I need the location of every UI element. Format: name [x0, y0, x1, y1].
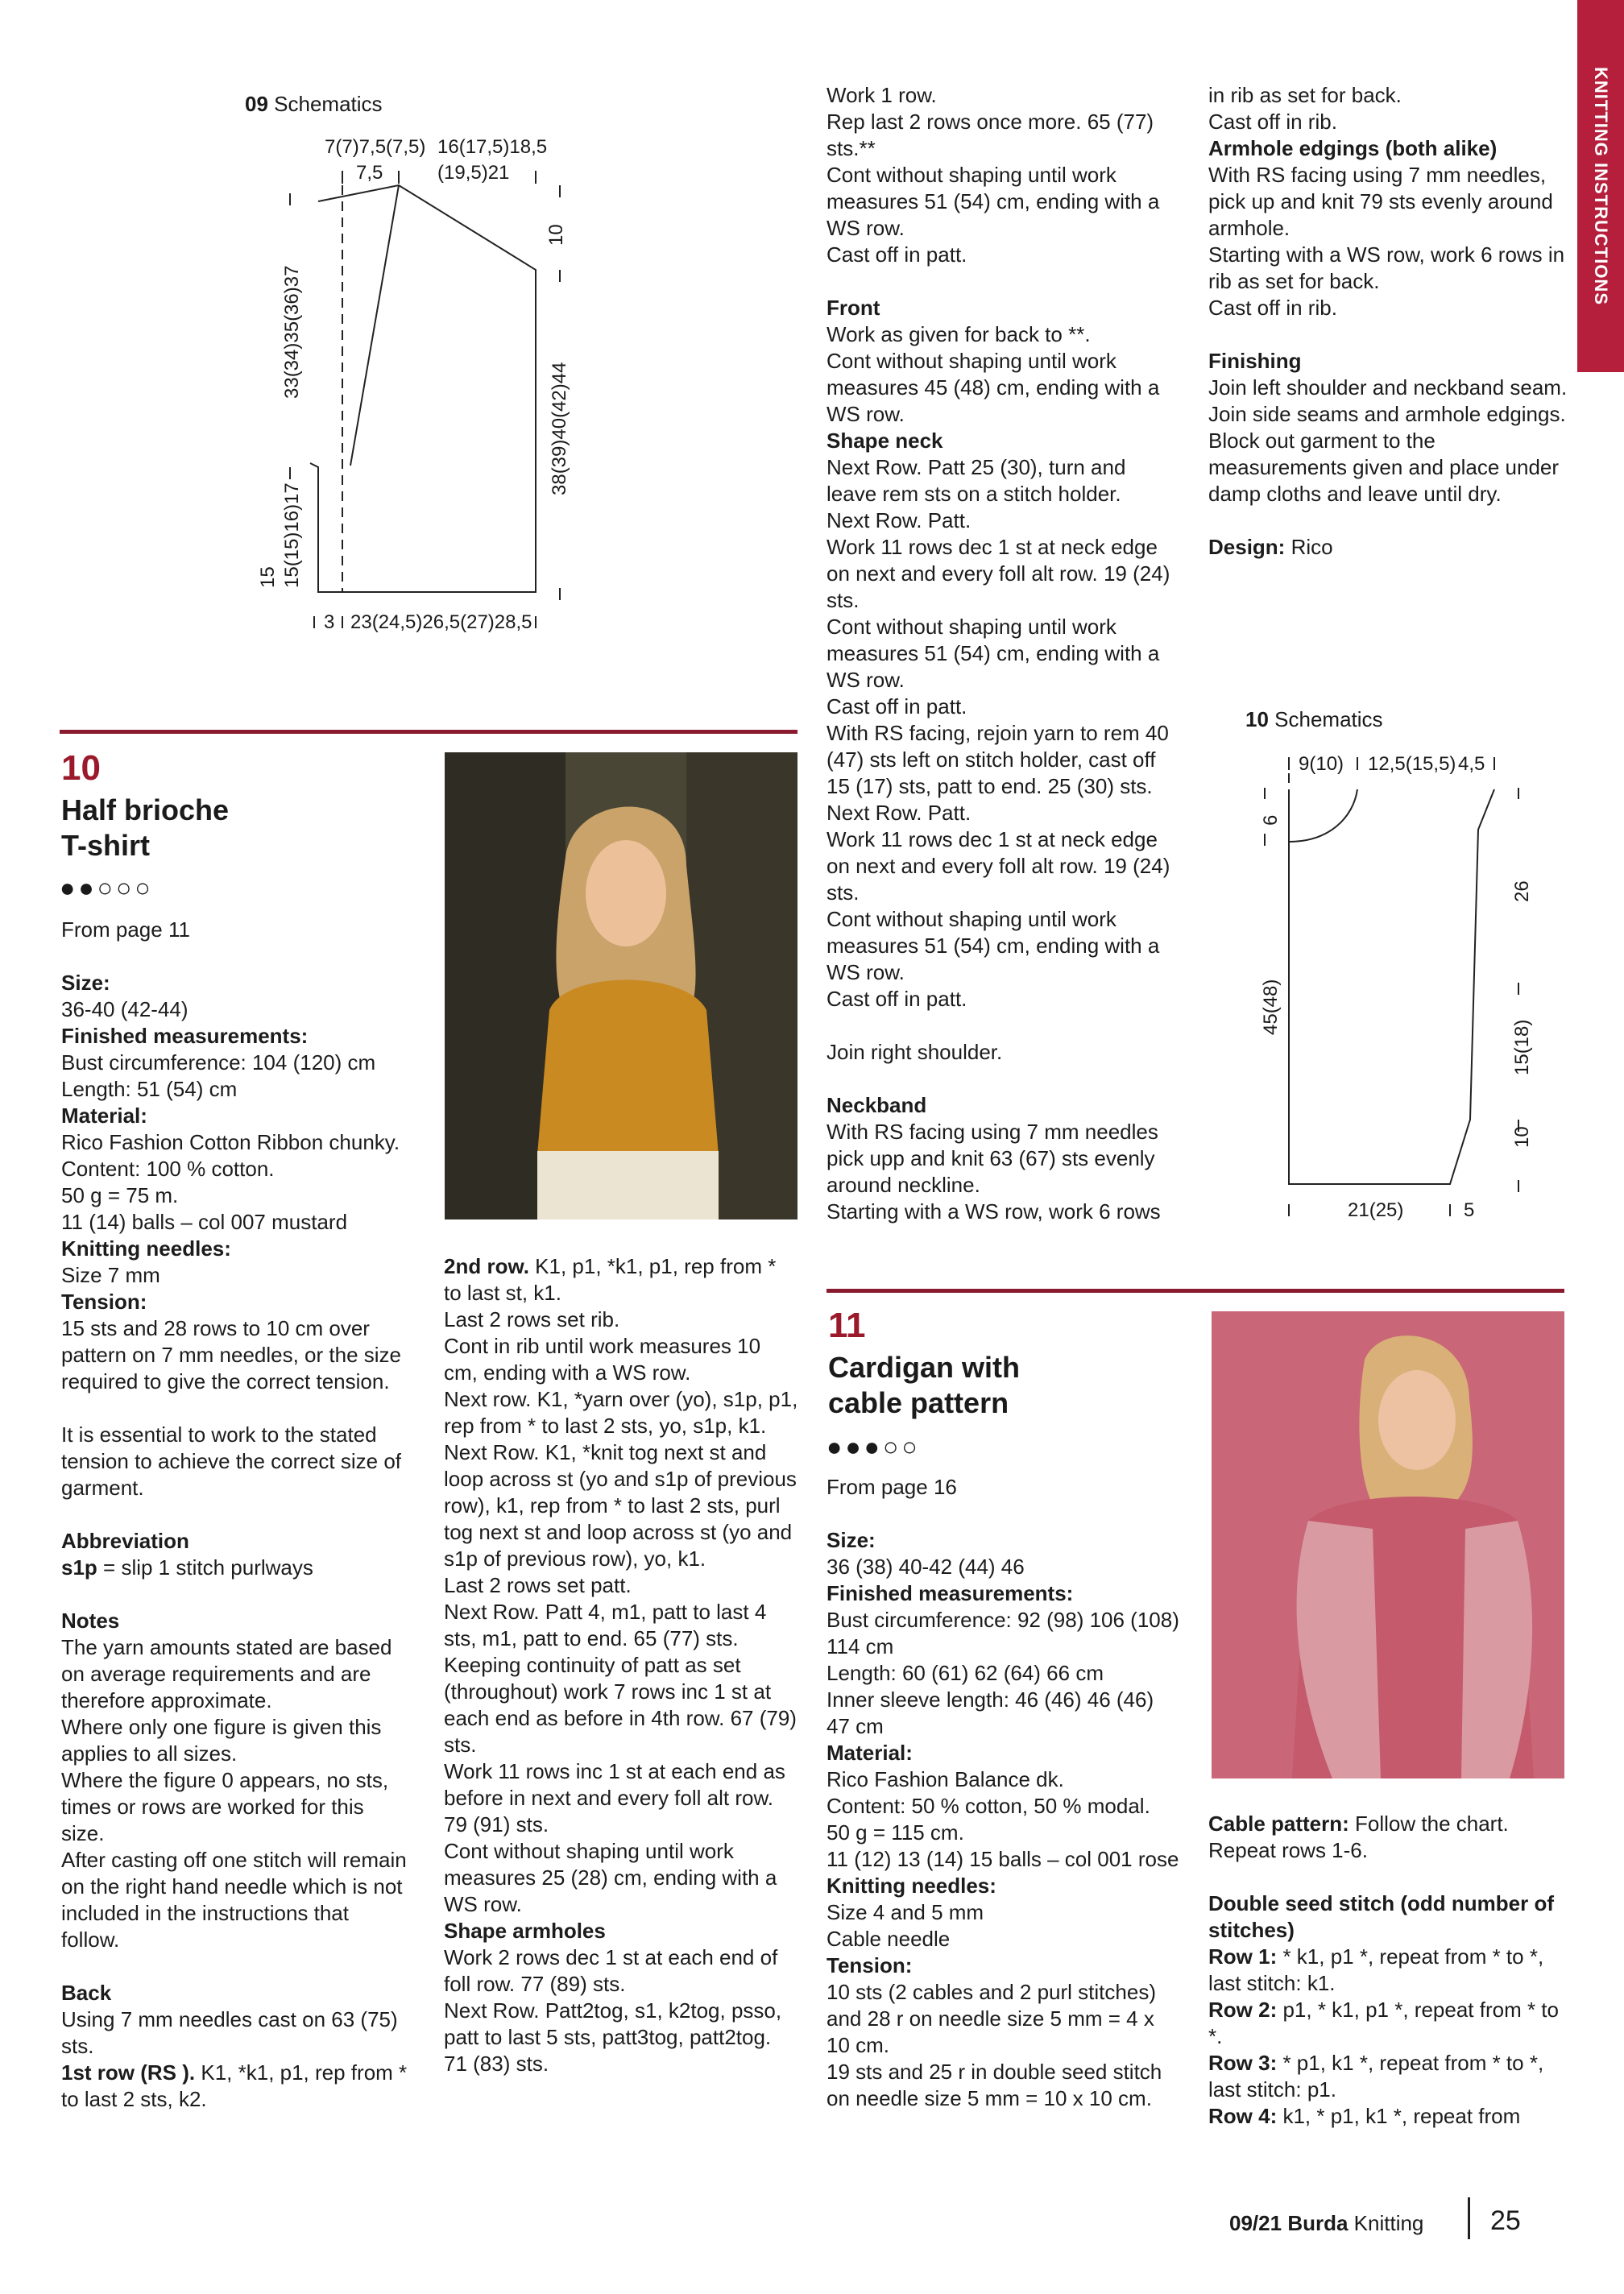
needles-value: Size 7 mm [61, 1263, 160, 1287]
col3-f7: Cast off in patt. [826, 694, 967, 718]
seed-row-2: Row 2: p1, * k1, p1 *, repeat from * to *. [1208, 1998, 1559, 2048]
col2-line-9: Cont without shaping until work measures 25 (28) cm, ending with a WS row. [444, 1839, 777, 1916]
seed-row-3: Row 3: * p1, k1 *, repeat from * to *, last stitch: p1. [1208, 2051, 1544, 2101]
col2-line-7: Keeping continuity of patt as set (throughout) work 7 rows inc 1 st at each end as before in 4th row. 67 (79) sts. [444, 1653, 797, 1757]
schem09-right-bottom: 38(39)40(42)44 [549, 362, 570, 495]
measurements-heading: Finished measurements: [61, 1024, 309, 1048]
abbreviation-value: s1p = slip 1 stitch purlways [61, 1555, 313, 1580]
col3-f9: Next Row. Patt. [826, 801, 972, 825]
notes-2: Where only one figure is given this applies to all sizes. [61, 1715, 382, 1766]
col3-f3: Next Row. Patt 25 (30), turn and leave rem sts on a stitch holder. [826, 455, 1126, 506]
schematic-word: Schematics [274, 92, 383, 116]
back-heading: Back [61, 1981, 112, 2005]
schematic-10-outline [1289, 789, 1494, 1184]
armholes-heading: Shape armholes [444, 1919, 606, 1943]
schem09-top-right2: (19,5)21 [437, 162, 510, 184]
material-weight: 50 g = 75 m. [61, 1183, 179, 1207]
pattern-11-difficulty: ●●●○○ [826, 1432, 921, 1461]
col2-line-10: Work 2 rows dec 1 st at each end of foll row. 77 (89) sts. [444, 1945, 778, 1996]
pattern-11-title-2: cable pattern [828, 1386, 1009, 1419]
schem10-right2: 15(18) [1511, 1019, 1533, 1075]
col3-a4: Cast off in patt. [826, 242, 967, 267]
material-balls: 11 (14) balls – col 007 mustard [61, 1210, 348, 1234]
pattern-10-number: 10 [61, 748, 101, 788]
notes-4: After casting off one stitch will remain on the right hand needle which is not included in the instructions that follow. [61, 1848, 407, 1952]
abbreviation-heading: Abbreviation [61, 1529, 189, 1553]
schem09-bottom-left: 3 [324, 611, 335, 633]
p11-size-heading: Size: [826, 1528, 876, 1552]
p11-needles-2: Cable needle [826, 1927, 951, 1951]
schem09-top-left: 7(7)7,5(7,5) [325, 136, 426, 158]
schem10-top3: 4,5 [1458, 753, 1485, 775]
tension-heading: Tension: [61, 1290, 147, 1314]
col3-f11: Cont without shaping until work measures 51 (54) cm, ending with a WS row. [826, 907, 1160, 984]
schem10-left2: 45(48) [1260, 979, 1282, 1035]
col4-c3: With RS facing using 7 mm needles, pick up and knit 79 sts evenly around armhole. [1208, 163, 1553, 240]
from-page: From page 11 [61, 917, 190, 942]
size-value: 36-40 (42-44) [61, 997, 188, 1021]
bust-value: Bust circumference: 104 (120) cm [61, 1050, 376, 1075]
material-heading: Material: [61, 1104, 147, 1128]
p11-material-weight: 50 g = 115 cm. [826, 1820, 964, 1845]
notes-1: The yarn amounts stated are based on average requirements and are therefore approximate. [61, 1635, 392, 1712]
schematic-number: 10 [1245, 707, 1269, 731]
col3-f1: Work as given for back to **. [826, 322, 1091, 346]
pattern-11-stitches [1208, 1811, 1571, 2130]
p11-material-content: Content: 50 % cotton, 50 % modal. [826, 1794, 1150, 1818]
pattern-11-number: 11 [828, 1306, 866, 1345]
col3-f13: Join right shoulder. [826, 1040, 1003, 1064]
neckband-heading: Neckband [826, 1093, 927, 1117]
col3-f8: With RS facing, rejoin yarn to rem 40 (47) sts left on stitch holder, cast off 15 (17) sts, patt to end. 25 (30) sts. [826, 721, 1169, 798]
schematic-number: 09 [245, 92, 268, 116]
finishing-heading: Finishing [1208, 349, 1302, 373]
page-number: 25 [1490, 2205, 1521, 2236]
col2-line-3: Next row. K1, *yarn over (yo), s1p, p1, rep from * to last 2 sts, yo, s1p, k1. [444, 1387, 798, 1438]
schem10-bottom2: 5 [1464, 1199, 1475, 1221]
col3-nb1: With RS facing using 7 mm needles pick upp and knit 63 (67) sts evenly around neckline. [826, 1120, 1158, 1197]
schem09-top-right: 16(17,5)18,5 [437, 136, 548, 158]
col4-c1: in rib as set for back. [1208, 83, 1402, 107]
p11-material-heading: Material: [826, 1741, 913, 1765]
schem10-left1: 6 [1260, 814, 1282, 826]
col3-a1: Work 1 row. [826, 83, 937, 107]
pattern-10-finishing [1208, 82, 1571, 561]
col2-line-8: Work 11 rows inc 1 st at each end as before in next and every foll alt row. 79 (91) sts. [444, 1759, 785, 1836]
footer-publication [1229, 2211, 1423, 2236]
schem10-top1: 9(10) [1299, 753, 1344, 775]
notes-3: Where the figure 0 appears, no sts, times or rows are worked for this size. [61, 1768, 389, 1845]
p11-from-page: From page 16 [826, 1475, 957, 1499]
schematic-09-diagram [242, 129, 570, 644]
schem10-right1: 26 [1511, 880, 1533, 902]
col2-line-6: Next Row. Patt 4, m1, patt to last 4 sts, m1, patt to end. 65 (77) sts. [444, 1600, 767, 1650]
seed-row-1: Row 1: * k1, p1 *, repeat from * to *, last stitch: k1. [1208, 1944, 1544, 1995]
schematic-10-title [1245, 707, 1383, 732]
neck-heading: Shape neck [826, 429, 943, 453]
pattern-11-photo [1212, 1311, 1564, 1778]
pattern-10-info [61, 917, 408, 2113]
p11-material-balls: 11 (12) 13 (14) 15 balls – col 001 rose [826, 1847, 1179, 1871]
schem09-left-bottom2: 15 [257, 566, 279, 588]
schematic-word: Schematics [1274, 707, 1383, 731]
schem09-bottom-mid: 23(24,5)26,5(27)28,5 [350, 611, 532, 633]
col2-line-4: Next Row. K1, *knit tog next st and loop across st (yo and s1p of previous row), k1, rep from * to last 2 sts, purl tog next st and loop across st (yo and s1p of previous row), yo, k1. [444, 1440, 797, 1571]
section-rule-10 [60, 730, 798, 734]
back-row-2: 2nd row. K1, p1, *k1, p1, rep from * to last st, k1. [444, 1254, 777, 1305]
col3-f5: Work 11 rows dec 1 st at neck edge on next and every foll alt row. 19 (24) sts. [826, 535, 1170, 612]
schem10-top2: 12,5(15,5) [1368, 753, 1456, 775]
col3-f2: Cont without shaping until work measures 45 (48) cm, ending with a WS row. [826, 349, 1160, 426]
section-rule-11 [826, 1289, 1564, 1293]
col2-line-11: Next Row. Patt2tog, s1, k2tog, psso, patt to last 5 sts, patt3tog, patt2tog. 71 (83) sts. [444, 1998, 782, 2076]
col3-f10: Work 11 rows dec 1 st at neck edge on next and every foll alt row. 19 (24) sts. [826, 827, 1170, 905]
p11-measurements-heading: Finished measurements: [826, 1581, 1074, 1605]
footer-divider [1468, 2197, 1470, 2239]
schem09-top-left2: 7,5 [356, 162, 383, 184]
design-credit: Design: Rico [1208, 535, 1333, 559]
section-tab-label: KNITTING INSTRUCTIONS [1591, 67, 1611, 305]
cable-repeat: Repeat rows 1-6. [1208, 1838, 1368, 1862]
schem10-bottom1: 21(25) [1348, 1199, 1404, 1221]
p11-material-yarn: Rico Fashion Balance dk. [826, 1767, 1064, 1791]
footer-word: Knitting [1353, 2211, 1424, 2235]
model-mustard-top-image [445, 752, 798, 1219]
material-yarn: Rico Fashion Cotton Ribbon chunky. [61, 1130, 400, 1154]
pattern-10-difficulty: ●●○○○ [60, 873, 154, 902]
cable-pattern: Cable pattern: Follow the chart. [1208, 1812, 1509, 1836]
col3-f6: Cont without shaping until work measures 51 (54) cm, ending with a WS row. [826, 615, 1160, 692]
pattern-10-title-2: T-shirt [61, 829, 151, 862]
schem09-left-top: 33(34)35(36)37 [281, 265, 303, 399]
schem09-right-top: 10 [545, 224, 567, 246]
pattern-10-back-instructions [444, 1253, 798, 2077]
back-cast-on: Using 7 mm needles cast on 63 (75) sts. [61, 2007, 398, 2058]
p11-bust: Bust circumference: 92 (98) 106 (108) 114 cm [826, 1608, 1179, 1658]
col3-a3: Cont without shaping until work measures 51 (54) cm, ending with a WS row. [826, 163, 1160, 240]
armhole-edgings-heading: Armhole edgings (both alike) [1208, 136, 1498, 160]
notes-heading: Notes [61, 1609, 120, 1633]
p11-tension-heading: Tension: [826, 1953, 913, 1977]
material-content: Content: 100 % cotton. [61, 1157, 275, 1181]
p11-needles-heading: Knitting needles: [826, 1874, 996, 1898]
col4-c5: Cast off in rib. [1208, 296, 1337, 320]
double-seed-heading: Double seed stitch (odd number of stitches) [1208, 1891, 1555, 1942]
schematic-09-outline [310, 185, 536, 592]
col3-a2: Rep last 2 rows once more. 65 (77) sts.** [826, 110, 1154, 160]
section-tab [1577, 0, 1624, 372]
pattern-10-front-instructions [826, 82, 1181, 1225]
col4-c6: Join left shoulder and neckband seam. Join side seams and armhole edgings. Block out garment to the measurements given and place under damp cloths and leave until dry. [1208, 375, 1568, 506]
tension-note: It is essential to work to the stated tension to achieve the correct size of garment. [61, 1422, 402, 1500]
p11-sleeve: Inner sleeve length: 46 (46) 46 (46) 47 cm [826, 1687, 1154, 1738]
col4-c4: Starting with a WS row, work 6 rows in rib as set for back. [1208, 242, 1565, 293]
footer-issue: 09/21 [1229, 2211, 1282, 2235]
p11-tension-1: 10 sts (2 cables and 2 purl stitches) and 28 r on needle size 5 mm = 4 x 10 cm. [826, 1980, 1156, 2057]
seed-row-4: Row 4: k1, * p1, k1 *, repeat from [1208, 2104, 1521, 2128]
front-heading: Front [826, 296, 880, 320]
col3-nb2: Starting with a WS row, work 6 rows [826, 1199, 1161, 1224]
pattern-11-title-1: Cardigan with [828, 1351, 1021, 1384]
schematic-10-diagram [1232, 741, 1579, 1240]
col2-line-2: Cont in rib until work measures 10 cm, ending with a WS row. [444, 1334, 761, 1385]
back-row-1: 1st row (RS ). K1, *k1, p1, rep from * to last 2 sts, k2. [61, 2060, 408, 2111]
p11-length: Length: 60 (61) 62 (64) 66 cm [826, 1661, 1104, 1685]
model-rose-cardigan-image [1212, 1311, 1564, 1778]
footer-brand: Burda [1287, 2211, 1348, 2235]
schem09-left-bottom: 15(15)16)17 [281, 482, 303, 588]
col3-f12: Cast off in patt. [826, 987, 967, 1011]
col2-line-5: Last 2 rows set patt. [444, 1573, 632, 1597]
needles-heading: Knitting needles: [61, 1236, 231, 1261]
tension-value: 15 sts and 28 rows to 10 cm over pattern on 7 mm needles, or the size required to give the correct tension. [61, 1316, 402, 1393]
schem10-right3: 10 [1511, 1126, 1533, 1148]
pattern-11-info [826, 1474, 1181, 2112]
size-heading: Size: [61, 971, 110, 995]
p11-size-value: 36 (38) 40-42 (44) 46 [826, 1555, 1025, 1579]
p11-needles-1: Size 4 and 5 mm [826, 1900, 984, 1924]
pattern-10-title-1: Half brioche [61, 793, 230, 826]
col3-f4: Next Row. Patt. [826, 508, 972, 532]
col2-line-1: Last 2 rows set rib. [444, 1307, 620, 1331]
p11-tension-2: 19 sts and 25 r in double seed stitch on needle size 5 mm = 10 x 10 cm. [826, 2060, 1162, 2110]
pattern-10-photo [445, 752, 798, 1219]
col4-c2: Cast off in rib. [1208, 110, 1337, 134]
schematic-09-title [245, 92, 383, 117]
length-value: Length: 51 (54) cm [61, 1077, 238, 1101]
